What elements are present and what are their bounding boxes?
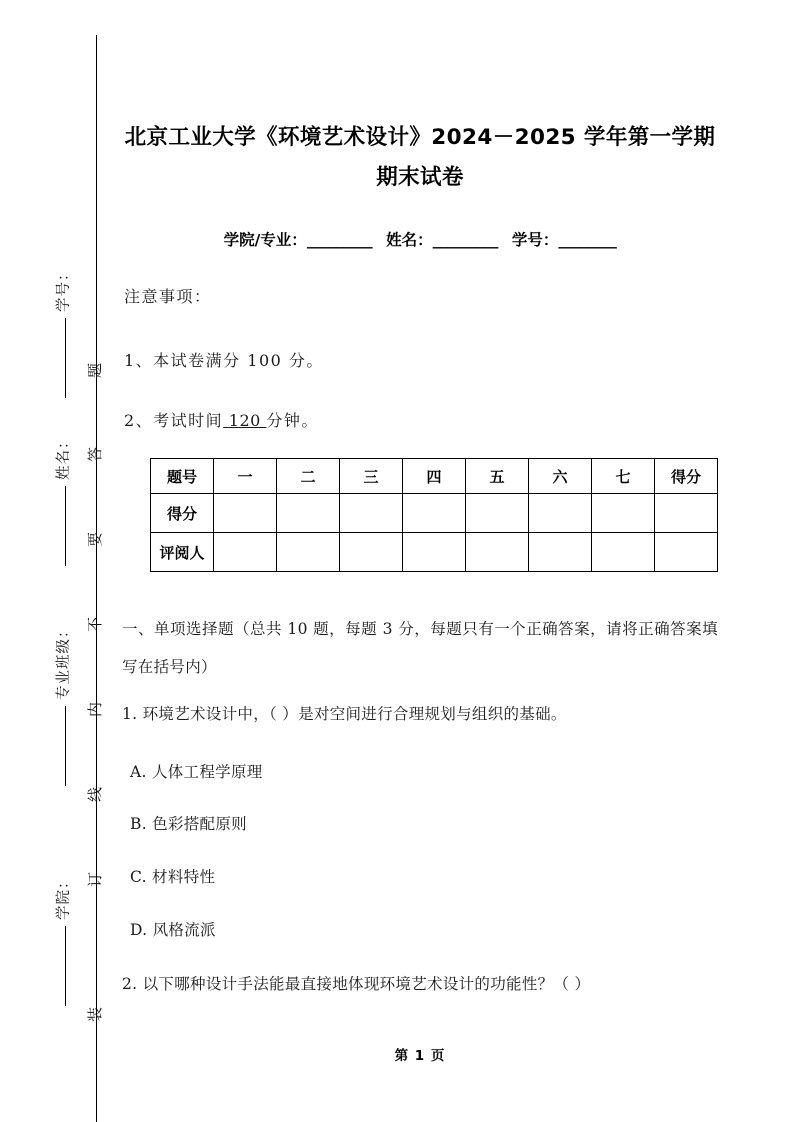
notes-heading: 注意事项： [124, 287, 212, 306]
score-table-cell: 一 [214, 459, 277, 494]
score-table-cell: 四 [403, 459, 466, 494]
binding-vertical-rule [96, 35, 97, 1122]
score-table-cell[interactable] [277, 533, 340, 572]
score-table-cell[interactable] [466, 494, 529, 533]
score-table-cell[interactable] [529, 494, 592, 533]
score-table [150, 458, 718, 572]
question-1-stem: 1. 环境艺术设计中，（ ）是对空间进行合理规划与组织的基础。 [122, 705, 567, 723]
student-no-label: 学号： [511, 231, 559, 249]
college-major-label: 学院/专业： [223, 231, 307, 249]
score-table-cell: 七 [592, 459, 655, 494]
document-body [120, 0, 720, 1122]
binding-label-rule-3 [65, 706, 66, 786]
score-table-cell: 二 [277, 459, 340, 494]
score-table-cell: 五 [466, 459, 529, 494]
score-table-cell[interactable] [655, 533, 718, 572]
notes-item-2-suffix: 分钟。 [266, 411, 319, 430]
score-table-cell[interactable] [466, 533, 529, 572]
notes-item-1: 1、本试卷满分 100 分。 [124, 351, 324, 370]
college-major-blank[interactable]: _________ [306, 231, 373, 249]
exam-duration-value: 120 [223, 411, 267, 430]
score-table-cell[interactable] [592, 494, 655, 533]
table-row [151, 459, 718, 494]
student-id-line [120, 228, 720, 250]
score-table-cell[interactable] [214, 533, 277, 572]
question-1-option-d[interactable]: D. 风格流派 [130, 921, 216, 939]
score-table-cell: 得分 [151, 494, 214, 533]
score-table-cell: 得分 [655, 459, 718, 494]
score-table-cell[interactable] [214, 494, 277, 533]
question-1-option-c[interactable]: C. 材料特性 [130, 868, 216, 886]
table-row [151, 494, 718, 533]
score-table-cell: 六 [529, 459, 592, 494]
score-table-cell: 评阅人 [151, 533, 214, 572]
score-table-cell[interactable] [592, 533, 655, 572]
question-2-stem: 2. 以下哪种设计手法能最直接地体现环境艺术设计的功能性？（ ） [122, 975, 591, 993]
exam-page: 学号： 姓名： 专业班级： 学院： 题 答 要 不 内 线 订 装 北京工业大学《环境艺术设计》2024－2025 学年第一学期期末试卷 学院/专业：_________ 姓名：_________ 学号：________ 注意事项： 1、本试卷满分 100 分。 2、考试时间 120 分钟。 题号 一 二 三 四 五 六 七 得分 得分 评阅人 一、单项选择题（总共 10 题，每题 3 分，每题只有一个正确答案，请将正确答案填写在括号内） 1. 环境艺术设计中，（ ）是对空间进行合理规划与组织的基础。 A. 人体工程学原理 B. 色彩搭配原则 C. 材料特性 D. 风格流派 2. 以下哪种设计手法能最直接地体现环境艺术设计的功能性？（ ） 第 1 页 [0, 0, 793, 1122]
binding-label-rule-1 [65, 318, 66, 398]
score-table-cell[interactable] [403, 494, 466, 533]
score-table-cell[interactable] [340, 494, 403, 533]
score-table-cell[interactable] [655, 494, 718, 533]
page-title: 北京工业大学《环境艺术设计》2024－2025 学年第一学期期末试卷 [124, 125, 716, 190]
score-table-cell: 题号 [151, 459, 214, 494]
score-table-cell[interactable] [529, 533, 592, 572]
student-no-blank[interactable]: ________ [558, 231, 617, 249]
page-footer: 第 1 页 [394, 1048, 446, 1064]
score-table-cell[interactable] [277, 494, 340, 533]
table-row [151, 533, 718, 572]
score-table-cell[interactable] [340, 533, 403, 572]
binding-label-rule-4 [65, 926, 66, 1006]
notes-item-2 [124, 408, 319, 431]
name-label: 姓名： [386, 231, 433, 249]
name-blank[interactable]: _________ [432, 231, 498, 249]
score-table-cell: 三 [340, 459, 403, 494]
question-1-option-b[interactable]: B. 色彩搭配原则 [130, 815, 247, 833]
notes-item-2-prefix: 2、考试时间 [124, 411, 224, 430]
section-one-heading: 一、单项选择题（总共 10 题，每题 3 分，每题只有一个正确答案，请将正确答案填写在括号内） [122, 620, 718, 676]
question-1-option-a[interactable]: A. 人体工程学原理 [130, 763, 263, 781]
binding-label-rule-2 [65, 486, 66, 566]
score-table-cell[interactable] [403, 533, 466, 572]
